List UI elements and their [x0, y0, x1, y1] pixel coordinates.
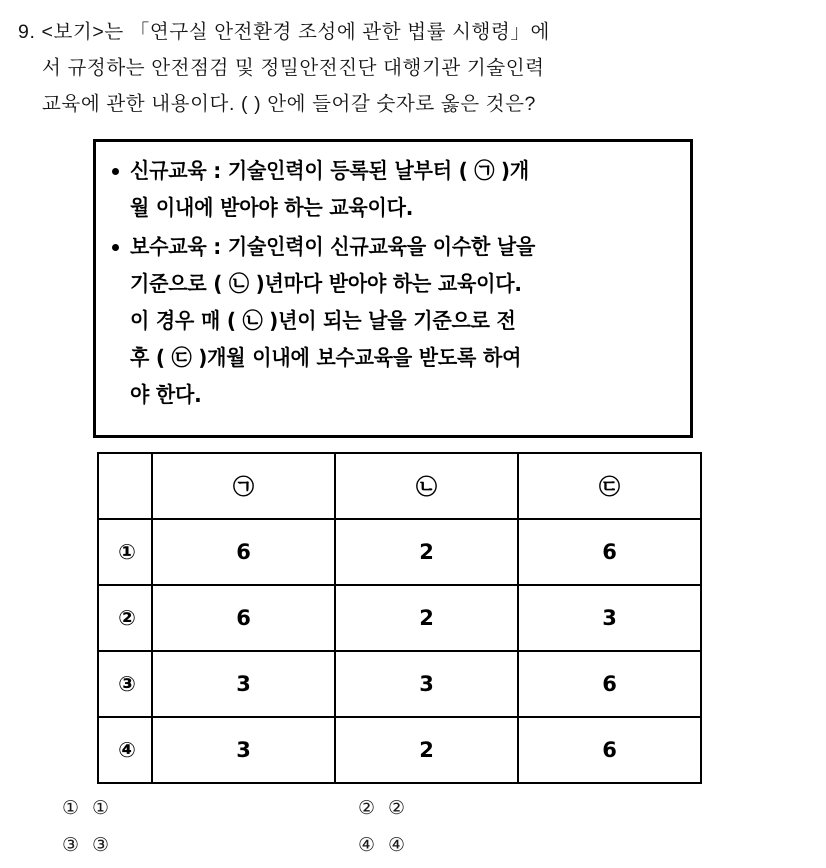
table-cell-r2c2: 2 — [335, 585, 518, 651]
answer-choice-2[interactable] — [358, 797, 405, 820]
bullet-icon — [112, 168, 119, 175]
passage-list — [96, 142, 690, 414]
answer-choices — [62, 790, 762, 864]
question-stem — [18, 14, 808, 122]
question-stem-line-1: 9. <보기>는 「연구실 안전환경 조성에 관한 법률 시행령」에 — [18, 21, 550, 43]
table-row[interactable] — [98, 717, 701, 783]
answer-choice-4[interactable] — [358, 834, 405, 857]
answer-row-1 — [62, 790, 762, 827]
answer-marker-3: ③ — [62, 835, 80, 856]
table-cell-r1c1: 6 — [152, 519, 335, 585]
passage-item-2 — [110, 229, 682, 414]
passage-box — [93, 139, 693, 438]
table-row-label-2: ② — [98, 585, 152, 651]
table-header-symbol-2: ㉡ — [335, 453, 518, 519]
table-row[interactable] — [98, 519, 701, 585]
question-stem-line-3: 교육에 관한 내용이다. ( ) 안에 들어갈 숫자로 옳은 것은? — [42, 93, 536, 115]
options-table — [97, 452, 702, 784]
passage-item-1-line-2: 월 이내에 받아야 하는 교육이다. — [130, 196, 414, 221]
table-header-symbol-3: ㉢ — [518, 453, 701, 519]
answer-marker-1: ① — [62, 798, 80, 819]
answer-text-2: ② — [388, 798, 406, 819]
passage-item-2-line-2: 기준으로 ( ㉡ )년마다 받아야 하는 교육이다. — [130, 272, 522, 297]
answer-text-1: ① — [92, 798, 110, 819]
table-cell-r2c3: 3 — [518, 585, 701, 651]
passage-item-1 — [110, 153, 682, 227]
table-cell-r3c2: 3 — [335, 651, 518, 717]
question-stem-line-2: 서 규정하는 안전점검 및 정밀안전진단 대행기관 기술인력 — [42, 57, 545, 79]
table-cell-r4c1: 3 — [152, 717, 335, 783]
answer-marker-4: ④ — [358, 835, 376, 856]
table-cell-r4c3: 6 — [518, 717, 701, 783]
passage-item-1-line-1: 신규교육 : 기술인력이 등록된 날부터 ( ㉠ )개 — [130, 159, 530, 184]
answer-choice-1[interactable] — [62, 797, 358, 820]
table-cell-r4c2: 2 — [335, 717, 518, 783]
table-header-row — [98, 453, 701, 519]
table-cell-r2c1: 6 — [152, 585, 335, 651]
table-cell-r1c3: 6 — [518, 519, 701, 585]
table-row[interactable] — [98, 651, 701, 717]
table-row[interactable] — [98, 585, 701, 651]
bullet-icon — [112, 244, 119, 251]
passage-item-2-line-1: 보수교육 : 기술인력이 신규교육을 이수한 날을 — [130, 235, 536, 260]
table-row-label-1: ① — [98, 519, 152, 585]
answer-text-3: ③ — [92, 835, 110, 856]
table-cell-r3c3: 6 — [518, 651, 701, 717]
passage-item-2-line-4: 후 ( ㉢ )개월 이내에 보수교육을 받도록 하여 — [130, 346, 522, 371]
answer-row-2 — [62, 827, 762, 864]
passage-item-2-line-3: 이 경우 매 ( ㉡ )년이 되는 날을 기준으로 전 — [130, 309, 516, 334]
table-cell-r1c2: 2 — [335, 519, 518, 585]
table-cell-r3c1: 3 — [152, 651, 335, 717]
answer-marker-2: ② — [358, 798, 376, 819]
table-row-label-4: ④ — [98, 717, 152, 783]
answer-text-4: ④ — [388, 835, 406, 856]
passage-item-2-line-5: 야 한다. — [130, 383, 202, 408]
table-row-label-3: ③ — [98, 651, 152, 717]
table-header-blank — [98, 453, 152, 519]
table-header-symbol-1: ㉠ — [152, 453, 335, 519]
answer-choice-3[interactable] — [62, 834, 358, 857]
